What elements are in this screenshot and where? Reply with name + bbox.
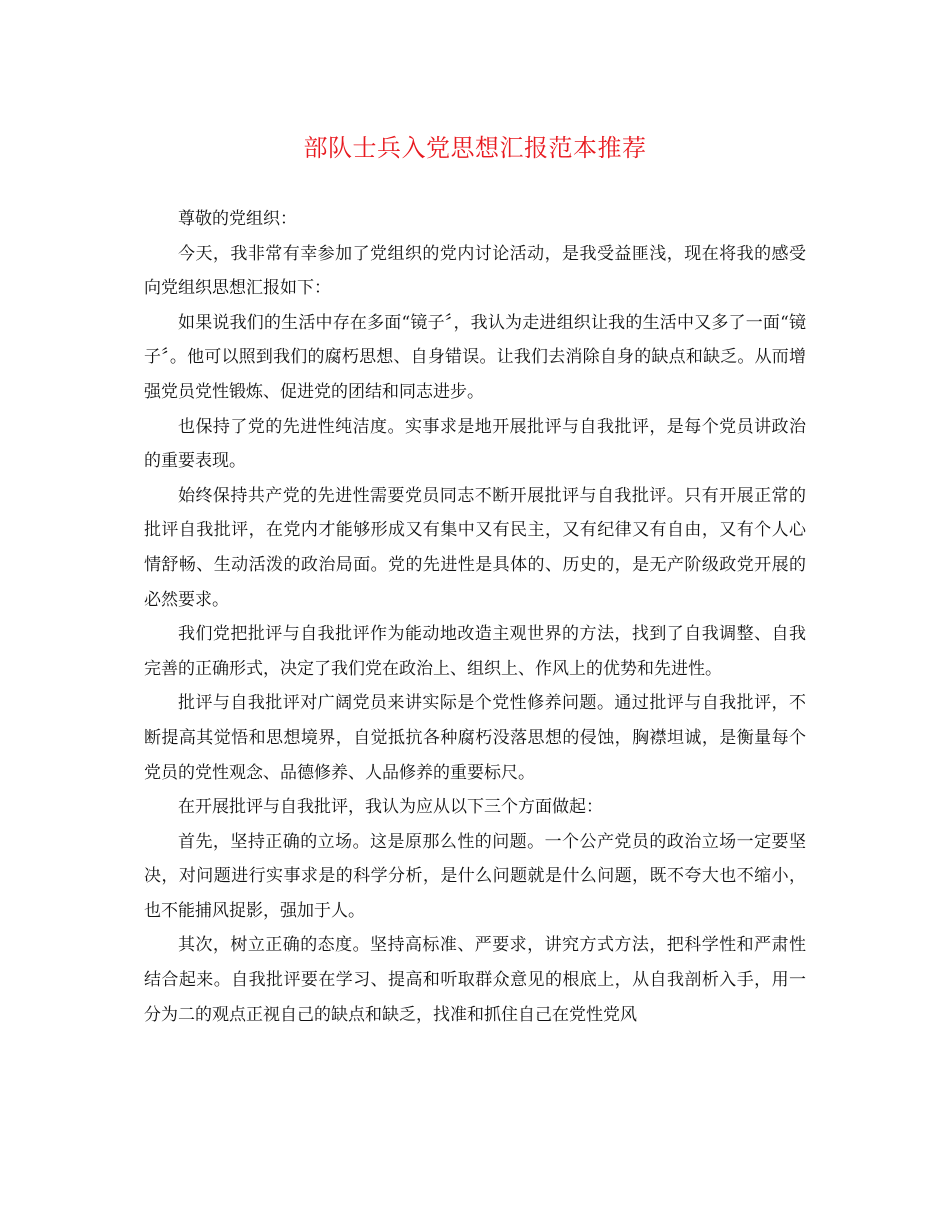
paragraph: 今天，我非常有幸参加了党组织的党内讨论活动，是我受益匪浅，现在将我的感受向党组织思想汇报如下： bbox=[144, 243, 806, 299]
paragraph: 始终保持共产党的先进性需要党员同志不断开展批评与自我批评。只有开展正常的批评自我批评，在党内才能够形成又有集中又有民主，又有纪律又有自由，又有个人心情舒畅、生动活泼的政治局面。党的先进性是具体的、历史的，是无产阶级政党开展的必然要求。 bbox=[144, 485, 806, 610]
paragraph: 我们党把批评与自我批评作为能动地改造主观世界的方法，找到了自我调整、自我完善的正确形式，决定了我们党在政治上、组织上、作风上的优势和先进性。 bbox=[144, 624, 806, 679]
paragraph: 批评与自我批评对广阔党员来讲实际是个党性修养问题。通过批评与自我批评，不断提高其觉悟和思想境界，自觉抵抗各种腐朽没落思想的侵蚀，胸襟坦诚，是衡量每个党员的党性观念、品德修养、人品修养的重要标尺。 bbox=[144, 693, 806, 783]
salutation: 尊敬的党组织： bbox=[178, 209, 297, 229]
document-body bbox=[144, 202, 806, 1032]
paragraph: 其次，树立正确的态度。坚持高标准、严要求，讲究方式方法，把科学性和严肃性结合起来。自我批评要在学习、提高和听取群众意见的根底上，从自我剖析入手，用一分为二的观点正视自己的缺点和缺乏，找准和抓住自己在党性党风 bbox=[144, 935, 806, 1025]
document-title: 部队士兵入党思想汇报范本推荐 bbox=[303, 134, 647, 162]
paragraph: 首先，坚持正确的立场。这是原那么性的问题。一个公产党员的政治立场一定要坚决，对问题进行实事求是的科学分析，是什么问题就是什么问题，既不夸大也不缩小，也不能捕风捉影，强加于人。 bbox=[144, 831, 806, 921]
paragraph: 在开展批评与自我批评，我认为应从以下三个方面做起： bbox=[178, 797, 603, 818]
paragraph: 如果说我们的生活中存在多面“镜子〞，我认为走进组织让我的生活中又多了一面“镜子〞。他可以照到我们的腐朽思想、自身错误。让我们去消除自身的缺点和缺乏。从而增强党员党性锻炼、促进党的团结和同志进步。 bbox=[144, 312, 806, 402]
paragraph: 也保持了党的先进性纯洁度。实事求是地开展批评与自我批评，是每个党员讲政治的重要表现。 bbox=[144, 416, 806, 472]
